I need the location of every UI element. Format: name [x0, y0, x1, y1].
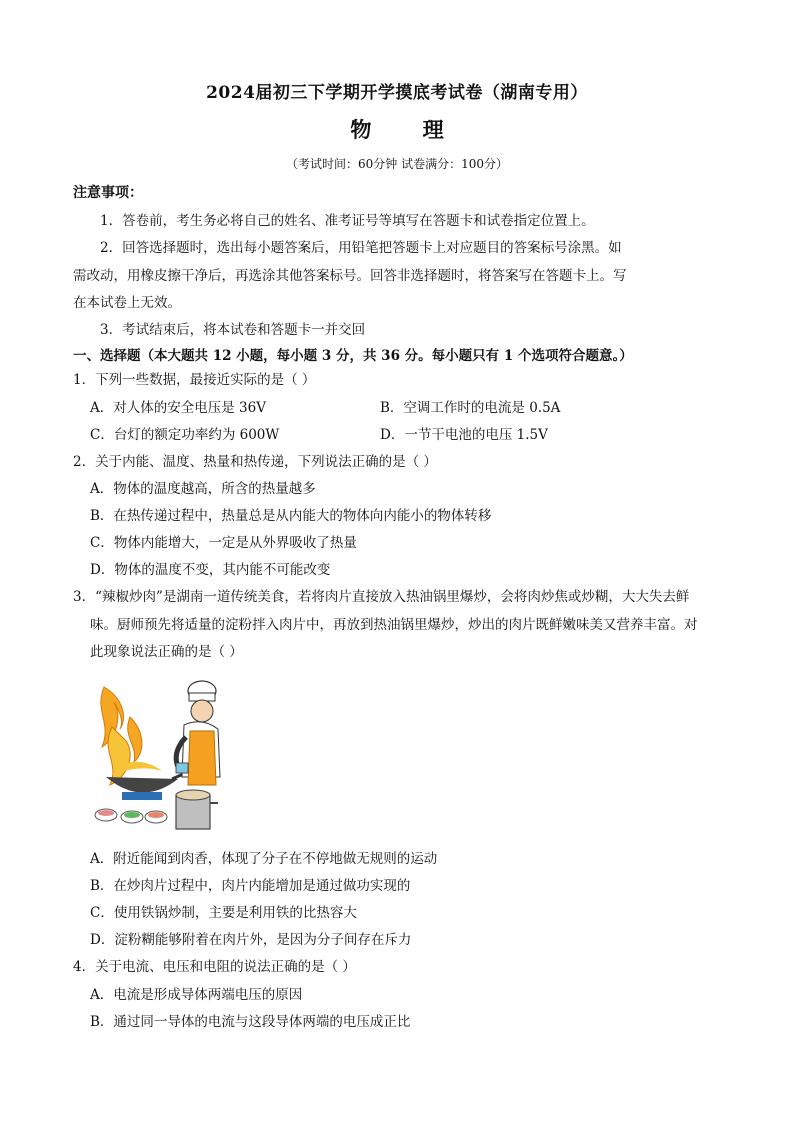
question-4-stem: 4．关于电流、电压和电阻的说法正确的是（ ）	[73, 959, 356, 975]
question-4-option-b: B．通过同一导体的电流与这段导体两端的电压成正比	[90, 1014, 411, 1030]
question-3-stem-line-2: 味。厨师预先将适量的淀粉拌入肉片中，再放到热油锅里爆炒，炒出的肉片既鲜嫩味美又营养丰富。对	[90, 617, 698, 633]
question-1-option-d: D．一节干电池的电压 1.5V	[380, 427, 548, 443]
notice-item-2-line-2: 需改动，用橡皮擦干净后，再选涂其他答案标号。回答非选择题时，将答案写在答题卡上。写	[73, 268, 627, 284]
question-1-option-c: C．台灯的额定功率约为 600W	[90, 427, 280, 443]
notice-title: 注意事项：	[73, 185, 143, 201]
subject-char-2: 理	[422, 117, 444, 142]
exam-info: （考试时间：60分钟 试卷满分：100分）	[286, 157, 508, 171]
question-3-option-c: C．使用铁锅炒制，主要是利用铁的比热容大	[90, 905, 357, 921]
question-2-option-c: C．物体内能增大，一定是从外界吸收了热量	[90, 535, 357, 551]
subject-heading	[0, 114, 794, 144]
question-1-stem: 1．下列一些数据，最接近实际的是（ ）	[73, 372, 316, 388]
notice-item-1: 1．答卷前，考生务必将自己的姓名、准考证号等填写在答题卡和试卷指定位置上。	[100, 213, 595, 229]
question-2-option-b: B．在热传递过程中，热量总是从内能大的物体向内能小的物体转移	[90, 508, 492, 524]
question-3-stem-line-1: 3．“辣椒炒肉”是湖南一道传统美食，若将肉片直接放入热油锅里爆炒，会将肉炒焦或炒糊，大大失去鲜	[73, 589, 690, 605]
question-3-option-a: A．附近能闻到肉香，体现了分子在不停地做无规则的运动	[90, 851, 438, 867]
question-3-option-b: B．在炒肉片过程中，肉片内能增加是通过做功实现的	[90, 878, 411, 894]
notice-item-3: 3．考试结束后，将本试卷和答题卡一并交回	[100, 322, 366, 338]
notice-item-2-line-1: 2．回答选择题时，选出每小题答案后，用铅笔把答题卡上对应题目的答案标号涂黑。如	[100, 240, 622, 256]
chef-stir-fry-illustration	[92, 667, 222, 835]
question-4-option-a: A．电流是形成导体两端电压的原因	[90, 987, 303, 1003]
section-heading: 一、选择题（本大题共 12 小题，每小题 3 分，共 36 分。每小题只有 1 个选项符合题意。）	[73, 348, 633, 364]
question-3-option-d: D．淀粉糊能够附着在肉片外，是因为分子间存在斥力	[90, 932, 412, 948]
question-2-stem: 2．关于内能、温度、热量和热传递，下列说法正确的是（ ）	[73, 454, 437, 470]
subject-char-1: 物	[350, 117, 372, 142]
notice-item-2-line-3: 在本试卷上无效。	[73, 295, 181, 311]
question-2-option-a: A．物体的温度越高，所含的热量越多	[90, 481, 316, 497]
question-2-option-d: D．物体的温度不变，其内能不可能改变	[90, 562, 331, 578]
question-1-option-a: A．对人体的安全电压是 36V	[90, 400, 266, 416]
question-1-option-b: B．空调工作时的电流是 0.5A	[380, 400, 561, 416]
exam-title: 2024届初三下学期开学摸底考试卷（湖南专用）	[206, 83, 588, 103]
question-3-stem-line-3: 此现象说法正确的是（ ）	[90, 644, 243, 660]
